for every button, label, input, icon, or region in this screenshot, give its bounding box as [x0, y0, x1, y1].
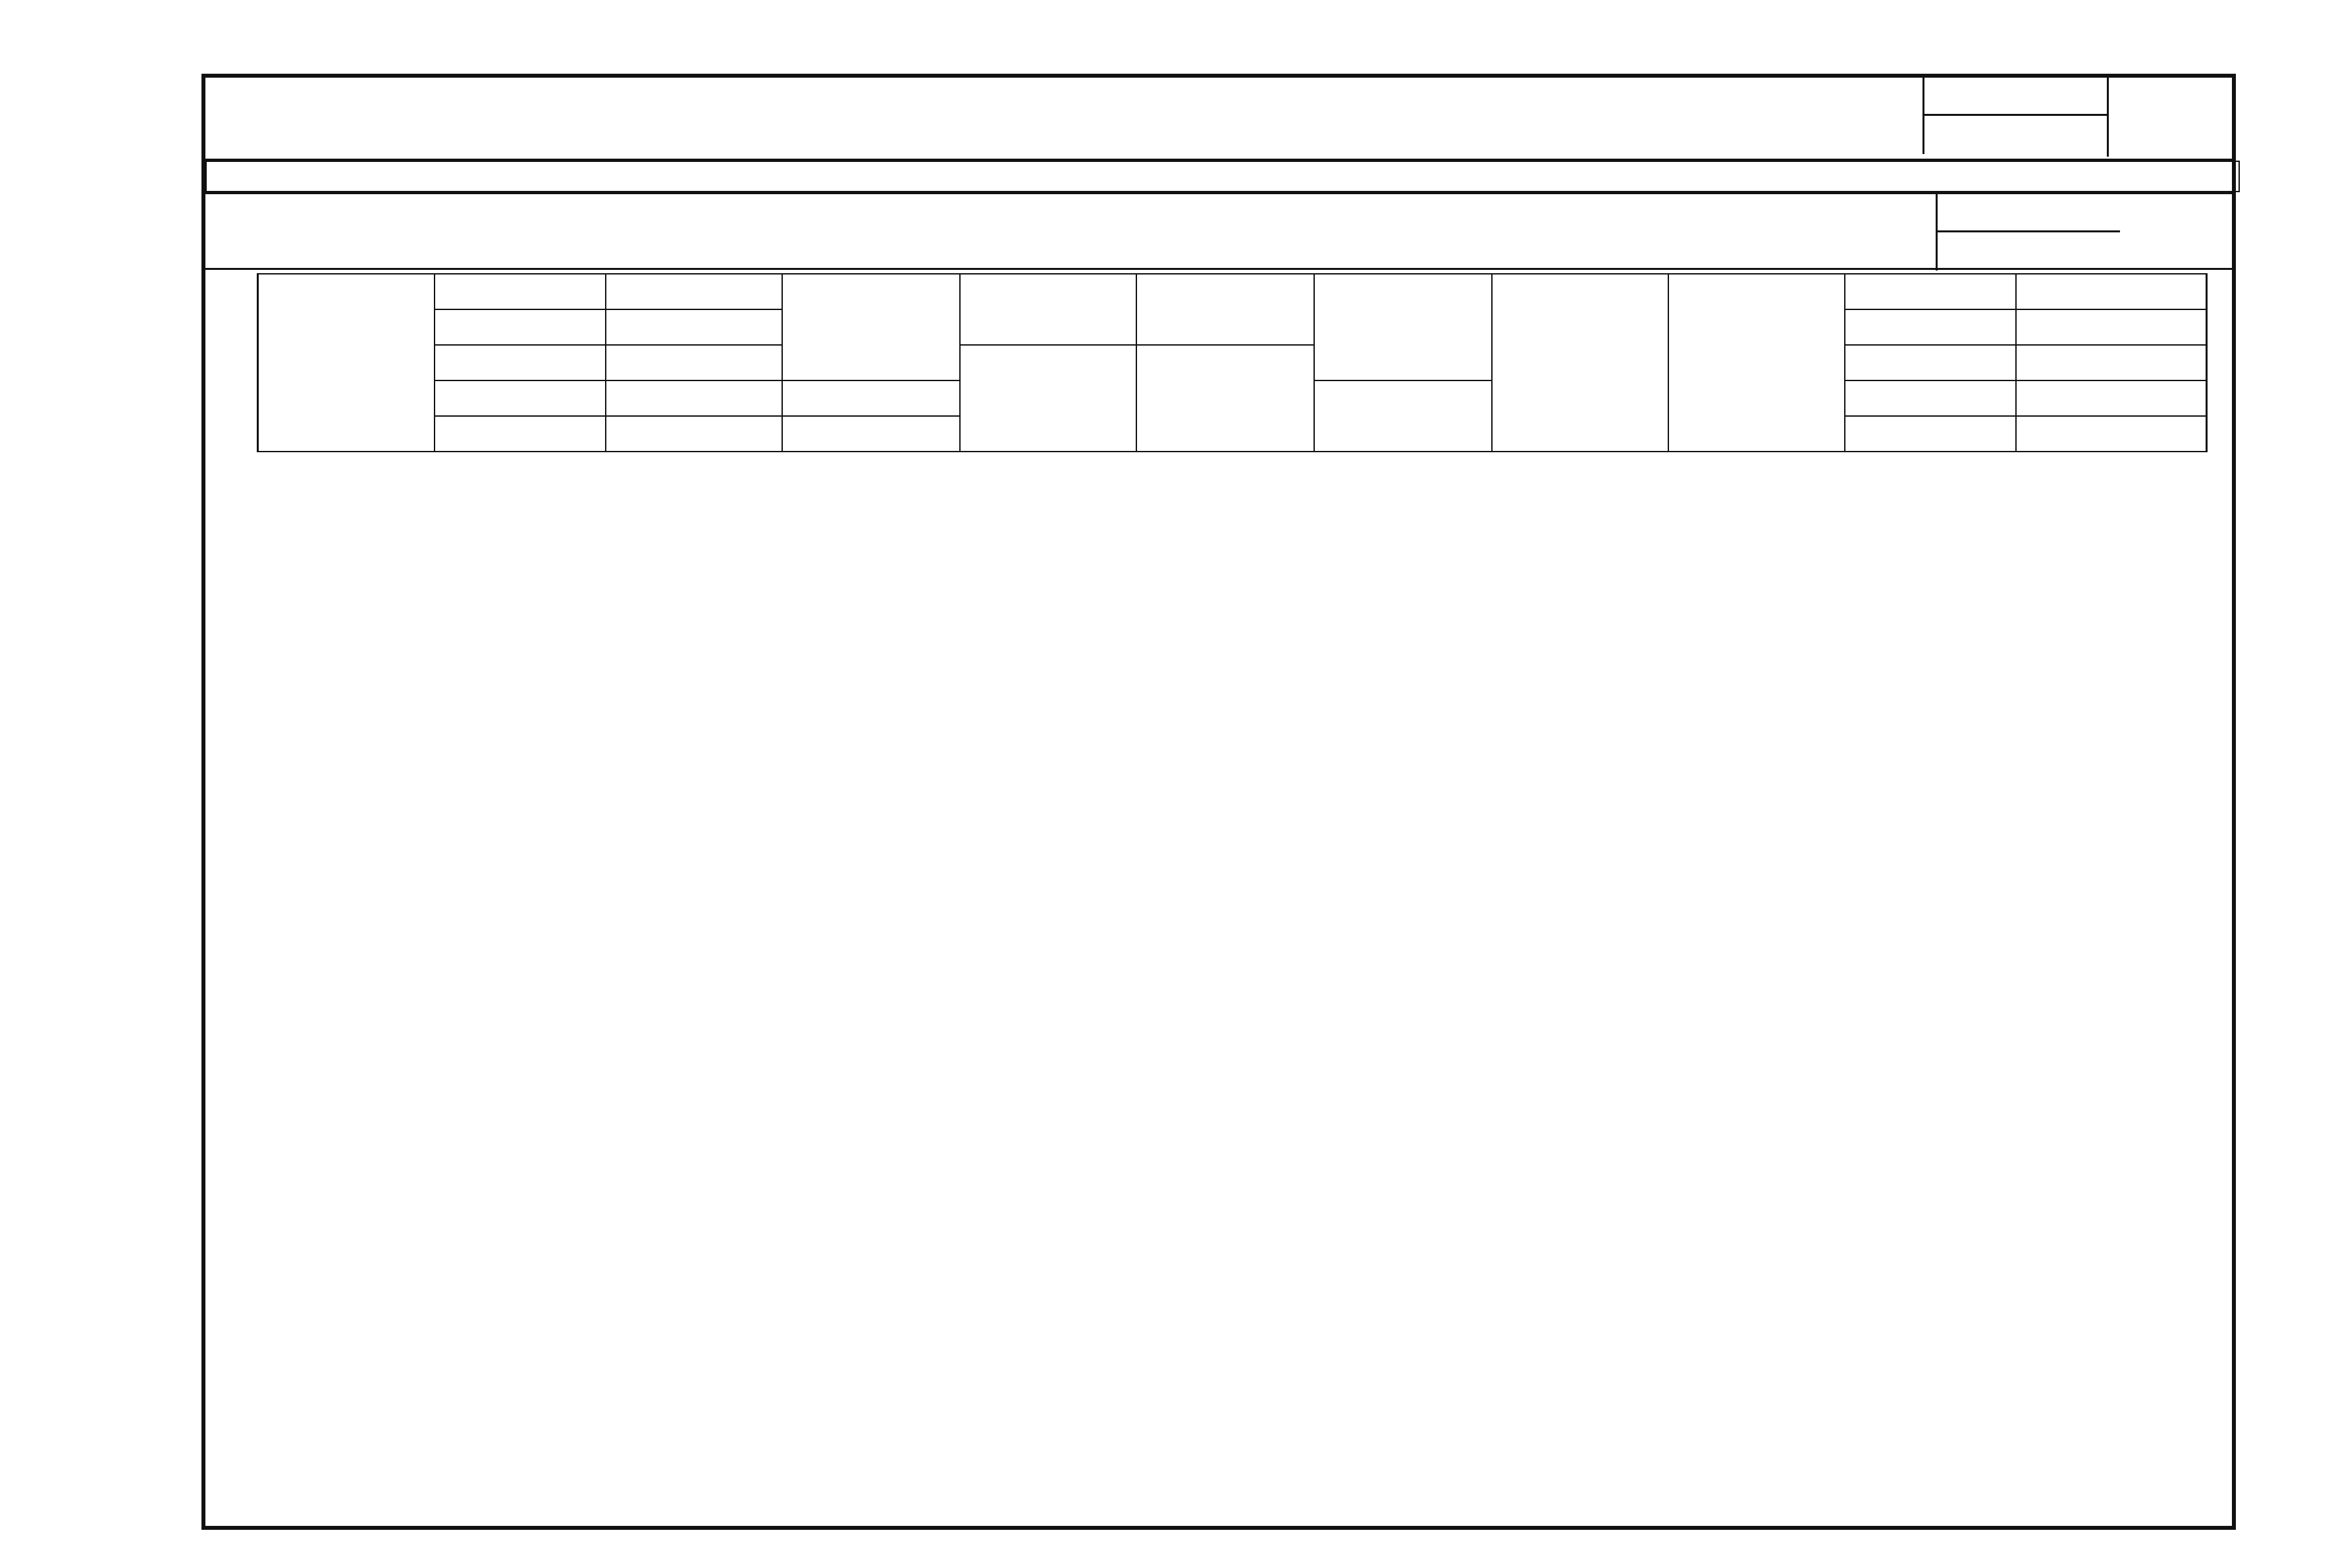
h-small-cell	[1492, 274, 1668, 452]
spec-row	[258, 345, 2207, 380]
document-sheet	[201, 74, 2236, 1530]
span-cell	[606, 416, 782, 452]
a-cell	[960, 274, 1136, 345]
b-cell	[1136, 345, 1314, 452]
vbi-title	[206, 161, 2239, 192]
span-cell	[606, 309, 782, 345]
span-cell	[606, 274, 782, 309]
page2-sheets-label	[1924, 116, 2107, 154]
a-cell	[960, 345, 1136, 452]
mass-cell	[2016, 274, 2207, 309]
full-length-cell	[435, 345, 606, 380]
wheel-load-cell	[1845, 274, 2016, 309]
full-length-cell	[435, 380, 606, 416]
page1-header	[205, 192, 2232, 270]
console-cell	[782, 380, 960, 416]
spec-table	[257, 274, 2208, 452]
page1-sheet-label	[1938, 194, 2120, 232]
mass-cell	[2016, 380, 2207, 416]
full-length-cell	[435, 274, 606, 309]
console-cell	[782, 416, 960, 452]
h-cell	[1314, 274, 1492, 380]
page1-title	[205, 194, 1916, 268]
span-cell	[606, 380, 782, 416]
capacity-cell	[258, 274, 435, 452]
wheel-load-cell	[1845, 416, 2016, 452]
l-cell	[1668, 274, 1845, 452]
full-length-cell	[435, 416, 606, 452]
page2-sheet-label	[1924, 78, 2107, 116]
spec-row	[258, 274, 2207, 309]
page2-stamp	[1922, 78, 2107, 154]
wheel-load-cell	[1845, 345, 2016, 380]
page-number	[2107, 78, 2232, 157]
page2-title	[205, 78, 1916, 159]
console-cell	[782, 274, 960, 380]
wheel-load-cell	[1845, 380, 2016, 416]
mass-cell	[2016, 416, 2207, 452]
page2-header	[205, 78, 2232, 161]
page1-sheets-label	[1938, 232, 2120, 271]
mass-cell	[2016, 345, 2207, 380]
wheel-load-cell	[1845, 309, 2016, 345]
b-cell	[1136, 274, 1314, 345]
h-cell	[1314, 380, 1492, 452]
full-length-cell	[435, 309, 606, 345]
mass-cell	[2016, 309, 2207, 345]
page2-price-table	[205, 161, 2240, 192]
span-cell	[606, 345, 782, 380]
page1-stamp	[1936, 194, 2120, 271]
